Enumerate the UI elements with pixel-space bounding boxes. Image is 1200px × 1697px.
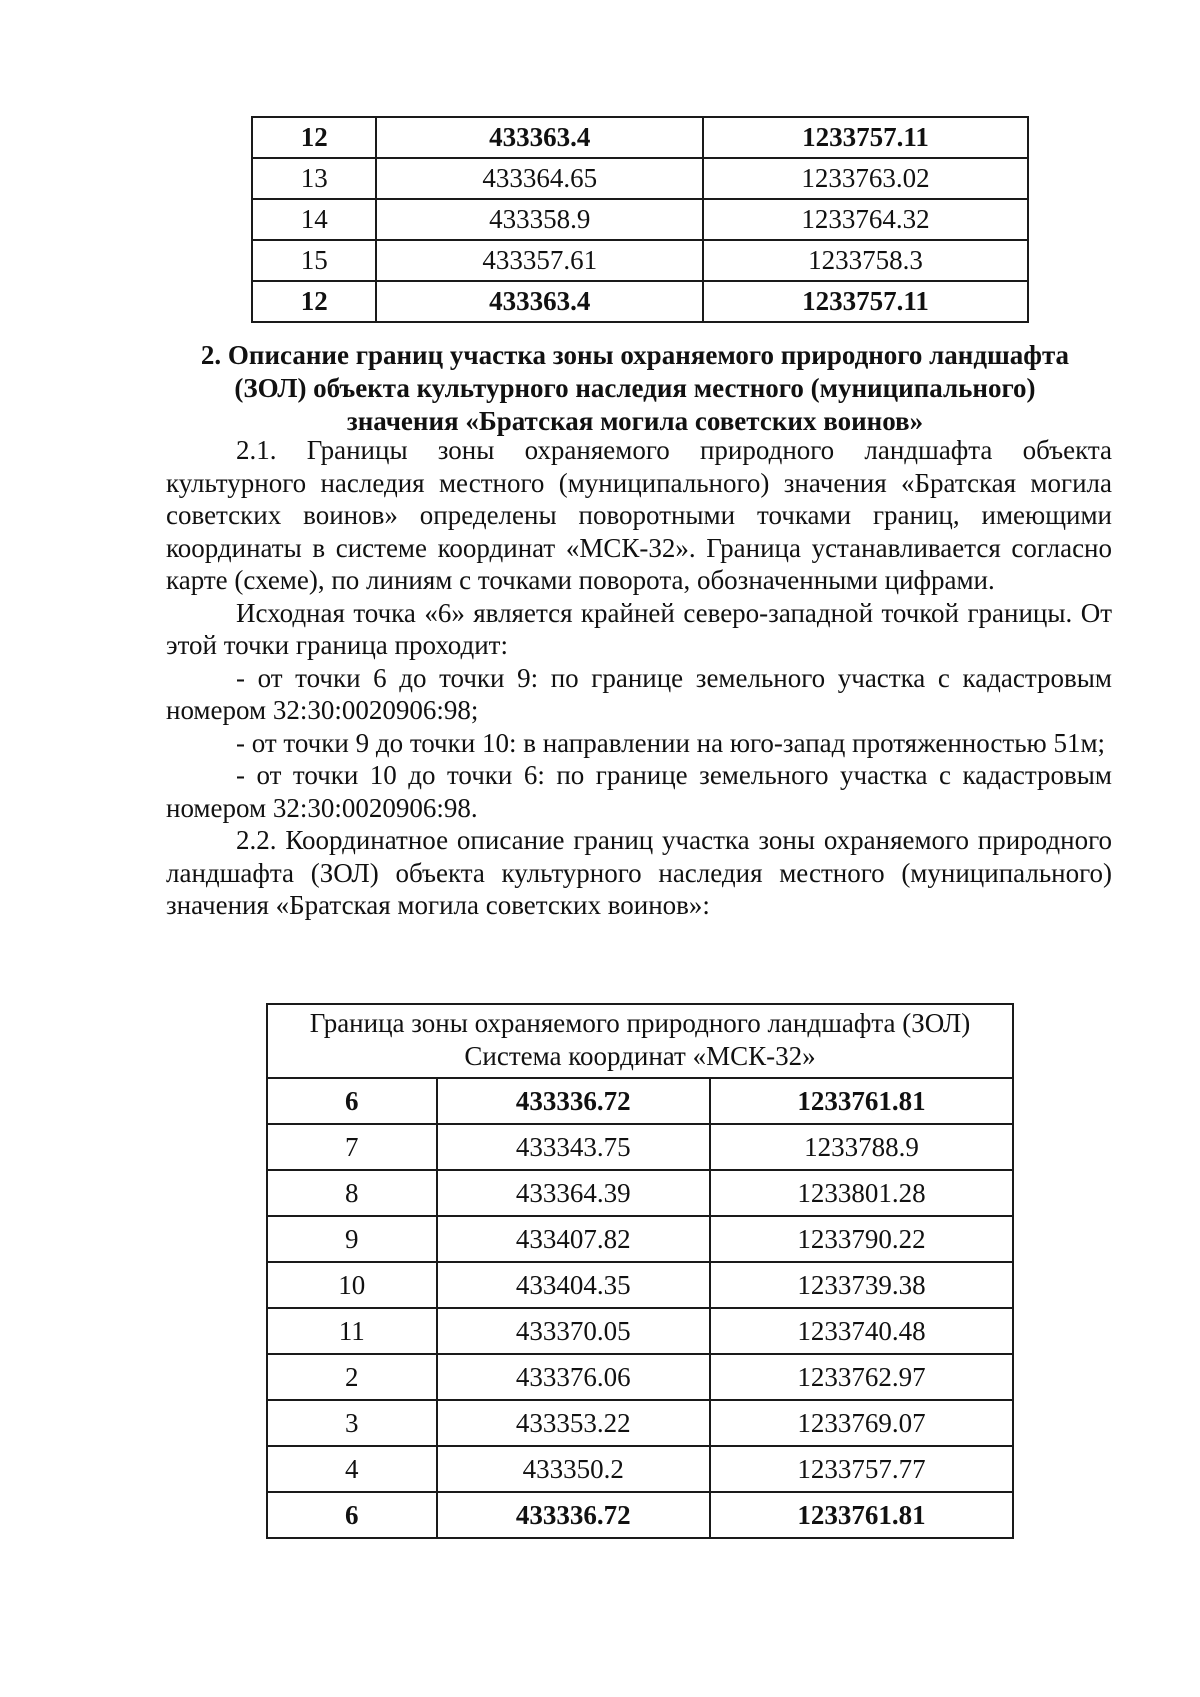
point-number: 12 [252,281,376,322]
table-row [267,1446,1013,1492]
table-row [267,1308,1013,1354]
section-heading-line: (ЗОЛ) объекта культурного наследия местного (муниципального) [234,373,1036,403]
point-number: 7 [267,1124,437,1170]
coord-y: 1233757.11 [703,281,1028,322]
table-row [252,117,1028,158]
coord-x: 433407.82 [437,1216,710,1262]
table-caption [267,1004,1013,1078]
table-row [267,1400,1013,1446]
table-row [252,158,1028,199]
coord-y: 1233739.38 [710,1262,1013,1308]
coord-y: 1233762.97 [710,1354,1013,1400]
point-number: 4 [267,1446,437,1492]
point-number: 12 [252,117,376,158]
coord-y: 1233801.28 [710,1170,1013,1216]
coord-x: 433350.2 [437,1446,710,1492]
point-number: 13 [252,158,376,199]
table-row [267,1216,1013,1262]
paragraph-segment-1: - от точки 6 до точки 9: по границе земельного участка с кадастровым номером 32:30:0020906:98; [166,662,1112,725]
coord-x: 433370.05 [437,1308,710,1354]
coord-y: 1233763.02 [703,158,1028,199]
paragraph-2-1: 2.1. Границы зоны охраняемого природного ландшафта объекта культурного наследия местного (муниципального) значения «Братская могила советских воинов» определены поворотными точками границ, имеющими координаты в системе координат «МСК-32». Граница устанавливается согласно карте (схеме), по линиям с точками поворота, обозначенными цифрами. [166,435,1112,595]
coord-y: 1233761.81 [710,1492,1013,1538]
point-number: 2 [267,1354,437,1400]
coord-x: 433357.61 [376,240,703,281]
point-number: 11 [267,1308,437,1354]
table-row [267,1078,1013,1124]
coord-y: 1233764.32 [703,199,1028,240]
point-number: 14 [252,199,376,240]
coord-y: 1233788.9 [710,1124,1013,1170]
table-row [252,199,1028,240]
table-header-row [267,1004,1013,1078]
coord-x: 433336.72 [437,1078,710,1124]
coordinates-table-top [251,116,1029,323]
section-body [166,434,1112,922]
table-caption-line: Система координат «МСК-32» [464,1041,816,1071]
coord-x: 433363.4 [376,117,703,158]
point-number: 15 [252,240,376,281]
paragraph-start-point: Исходная точка «6» является крайней северо-западной точкой границы. От этой точки граница проходит: [166,597,1112,660]
section-heading-line: значения «Братская могила советских воинов» [346,406,924,436]
table-row [267,1170,1013,1216]
coord-y: 1233757.11 [703,117,1028,158]
table-row [267,1354,1013,1400]
point-number: 3 [267,1400,437,1446]
section-heading-line: 2. Описание границ участка зоны охраняемого природного ландшафта [200,340,1070,370]
point-number: 9 [267,1216,437,1262]
coord-x: 433376.06 [437,1354,710,1400]
table-row [267,1124,1013,1170]
point-number: 6 [267,1492,437,1538]
coord-y: 1233790.22 [710,1216,1013,1262]
coord-x: 433363.4 [376,281,703,322]
coordinates-table-bottom [266,1003,1014,1539]
coord-x: 433336.72 [437,1492,710,1538]
paragraph-segment-3: - от точки 10 до точки 6: по границе земельного участка с кадастровым номером 32:30:0020906:98. [166,760,1112,823]
point-number: 10 [267,1262,437,1308]
coord-x: 433364.39 [437,1170,710,1216]
coord-y: 1233758.3 [703,240,1028,281]
coord-x: 433358.9 [376,199,703,240]
table-row [267,1492,1013,1538]
coord-y: 1233769.07 [710,1400,1013,1446]
table-caption-line: Граница зоны охраняемого природного ландшафта (ЗОЛ) [309,1008,971,1038]
coord-y: 1233761.81 [710,1078,1013,1124]
paragraph-2-2: 2.2. Координатное описание границ участка зоны охраняемого природного ландшафта (ЗОЛ) объекта культурного наследия местного (муниципального) значения «Братская могила советских воинов»: [166,825,1112,920]
section-heading [160,339,1110,438]
paragraph-segment-2: - от точки 9 до точки 10: в направлении на юго-запад протяженностью 51м; [236,727,1106,758]
coord-x: 433404.35 [437,1262,710,1308]
coord-y: 1233757.77 [710,1446,1013,1492]
point-number: 8 [267,1170,437,1216]
coord-y: 1233740.48 [710,1308,1013,1354]
table-row [267,1262,1013,1308]
table-row [252,281,1028,322]
coord-x: 433364.65 [376,158,703,199]
point-number: 6 [267,1078,437,1124]
coord-x: 433353.22 [437,1400,710,1446]
coord-x: 433343.75 [437,1124,710,1170]
table-row [252,240,1028,281]
